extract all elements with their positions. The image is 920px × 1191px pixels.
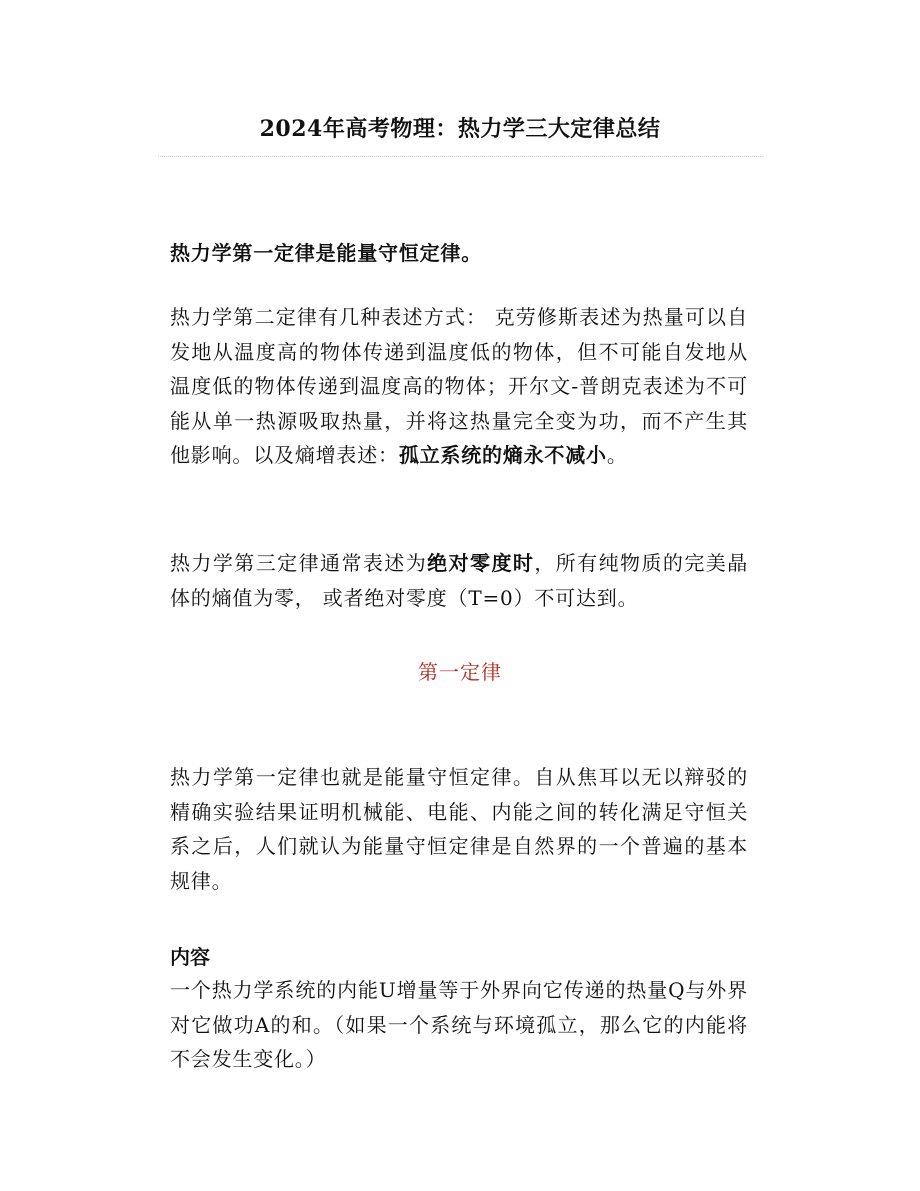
first-law-paragraph: 热力学第一定律也就是能量守恒定律。自从焦耳以无以辩驳的精确实验结果证明机械能、电能、内能之间的转化满足守恒关系之后，人们就认为能量守恒定律是自然界的一个普遍的基本规律。 xyxy=(170,765,748,893)
intro-first-law-paragraph xyxy=(170,236,748,271)
second-law-text: 热力学第二定律有几种表述方式： 克劳修斯表述为热量可以自发地从温度高的物体传递到温度低的物体，但不可能自发地从温度低的物体传递到温度高的物体；开尔文-普朗克表述为不可能从单一热源吸取热量，并将这热量完全变为功，而不产生其他影响。以及熵增表述： xyxy=(170,305,748,467)
second-law-end: 。 xyxy=(606,443,628,467)
intro-third-law-paragraph xyxy=(170,546,748,615)
third-law-start: 热力学第三定律通常表述为 xyxy=(170,551,428,575)
title-divider xyxy=(158,156,763,157)
entropy-statement-bold: 孤立系统的熵永不减小 xyxy=(398,443,607,467)
content-heading: 内容 xyxy=(170,945,210,969)
page-title: 2024年高考物理：热力学三大定律总结 xyxy=(259,116,661,142)
absolute-zero-bold: 绝对零度时 xyxy=(427,551,535,575)
third-law-end: ，所有纯物质的完美晶体的熵值为零， 或者绝对零度（T=0）不可达到。 xyxy=(170,551,749,610)
intro-second-law-paragraph xyxy=(170,300,748,473)
first-law-statement: 热力学第一定律是能量守恒定律。 xyxy=(170,241,482,265)
content-paragraph: 一个热力学系统的内能U增量等于外界向它传递的热量Q与外界对它做功A的和。（如果一个系统与环境孤立，那么它的内能将不会发生变化。） xyxy=(170,978,748,1071)
section-heading-first-law: 第一定律 xyxy=(418,660,502,684)
